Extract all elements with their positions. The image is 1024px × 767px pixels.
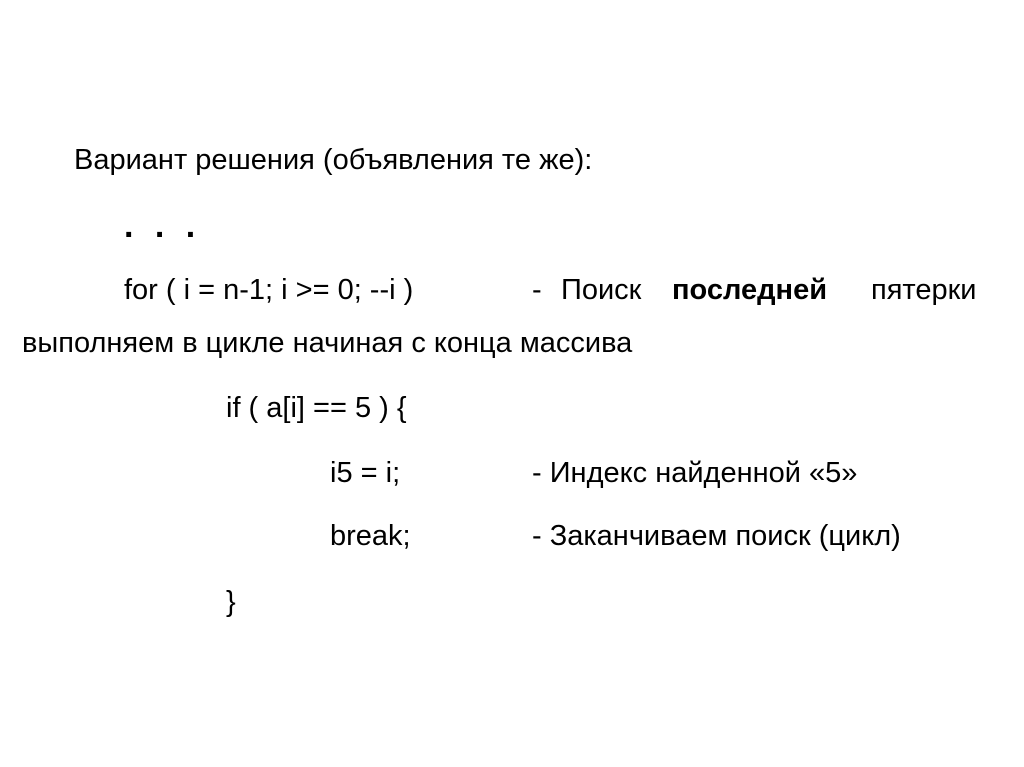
code-ellipsis: . . . <box>124 207 202 245</box>
for-loop-comment-word: Поиск <box>561 274 642 306</box>
assignment-code: i5 = i; <box>330 457 401 489</box>
for-loop-comment-emphasis: последней <box>672 274 828 306</box>
slide-heading: Вариант решения (объявления те же): <box>74 144 593 176</box>
break-comment: - Заканчиваем поиск (цикл) <box>532 520 901 552</box>
break-code: break; <box>330 520 411 552</box>
for-loop-code: for ( i = n-1; i >= 0; --i ) <box>124 274 414 306</box>
assignment-comment: - Индекс найденной «5» <box>532 457 858 489</box>
for-loop-comment-word: пятерки <box>871 274 977 306</box>
for-loop-comment-dash: - <box>532 274 542 306</box>
if-statement-code: if ( a[i] == 5 ) { <box>226 392 407 424</box>
closing-brace: } <box>226 586 236 618</box>
for-loop-comment-continuation: выполняем в цикле начиная с конца массива <box>22 327 633 359</box>
